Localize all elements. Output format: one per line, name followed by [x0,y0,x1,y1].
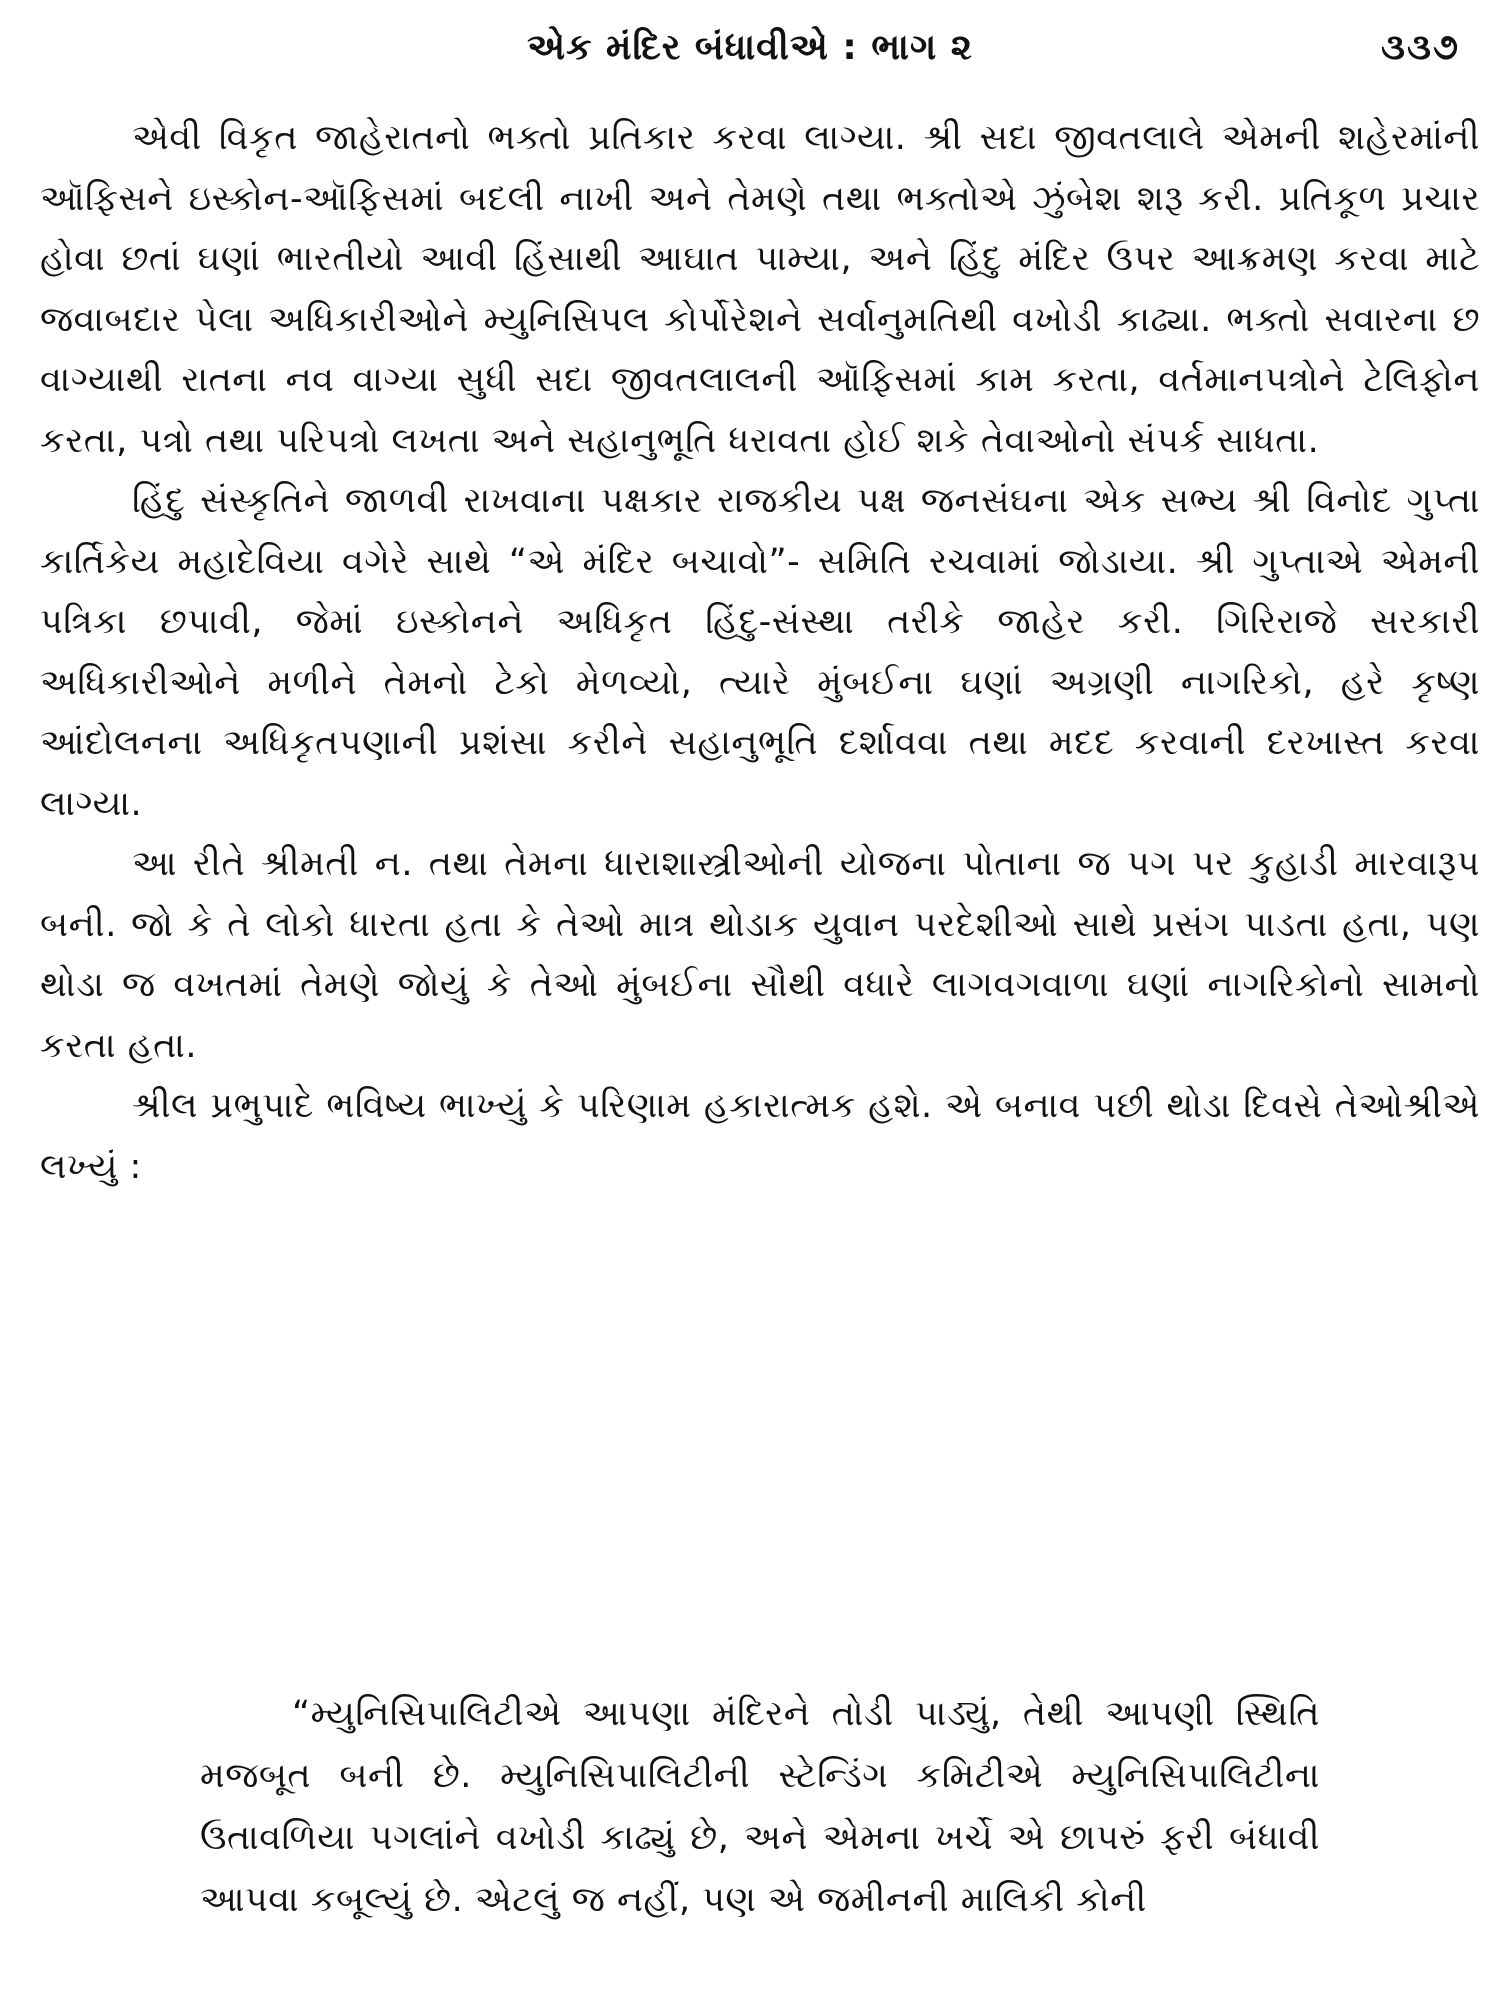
paragraph: હિંદુ સંસ્કૃતિને જાળવી રાખવાના પક્ષકાર રાજકીય પક્ષ જનસંઘના એક સભ્ય શ્રી વિનોદ ગુપ્તા કાર્તિકેય મહાદેવિયા વગેરે સાથે “એ મંદિર બચાવો”- સમિતિ રચવામાં જોડાયા. શ્રી ગુપ્તાએ એમની પત્રિકા છપાવી, જેમાં ઇસ્કોનને અધિકૃત હિંદુ-સંસ્થા તરીકે જાહેર કરી. ગિરિરાજે સરકારી અધિકારીઓને મળીને તેમનો ટેકો મેળવ્યો, ત્યારે મુંબઈના ઘણાં અગ્રણી નાગરિકો, હરે કૃષ્ણ આંદોલનના અધિકૃતપણાની પ્રશંસા કરીને સહાનુભૂતિ દર્શાવવા તથા મદદ કરવાની દરખાસ્ત કરવા લાગ્યા. [40,481,1480,824]
paragraph: આ રીતે શ્રીમતી ન. તથા તેમના ધારાશાસ્ત્રીઓની યોજના પોતાના જ પગ પર કુહાડી મારવારૂપ બની. જો કે તે લોકો ધારતા હતા કે તેઓ માત્ર થોડાક યુવાન પરદેશીઓ સાથે પ્રસંગ પાડતા હતા, પણ થોડા જ વખતમાં તેમણે જોયું કે તેઓ મુંબઈના સૌથી વધારે લાગવગવાળા ઘણાં નાગરિકોનો સામનો કરતા હતા. [40,844,1480,1066]
paragraph: શ્રીલ પ્રભુપાદે ભવિષ્ય ભાખ્યું કે પરિણામ હકારાત્મક હશે. એ બનાવ પછી થોડા દિવસે તેઓશ્રીએ લખ્યું : [40,1086,1480,1187]
block-quote [200,1683,1320,1931]
body-text [40,108,1480,1197]
page-header [40,18,1460,78]
paragraph: એવી વિકૃત જાહેરાતનો ભક્તો પ્રતિકાર કરવા લાગ્યા. શ્રી સદા જીવતલાલે એમની શહેરમાંની ઑફિસને ઇસ્કોન-ઑફિસમાં બદલી નાખી અને તેમણે તથા ભક્તોએ ઝુંબેશ શરૂ કરી. પ્રતિકૂળ પ્રચાર હોવા છતાં ઘણાં ભારતીયો આવી હિંસાથી આઘાત પામ્યા, અને હિંદુ મંદિર ઉપર આક્રમણ કરવા માટે જવાબદાર પેલા અધિકારીઓને મ્યુનિસિપલ કોર્પોરેશને સર્વાનુમતિથી વખોડી કાઢ્યા. ભક્તો સવારના છ વાગ્યાથી રાતના નવ વાગ્યા સુધી સદા જીવતલાલની ઑફિસમાં કામ કરતા, વર્તમાનપત્રોને ટેલિફોન કરતા, પત્રો તથા પરિપત્રો લખતા અને સહાનુભૂતિ ધરાવતા હોઈ શકે તેવાઓનો સંપર્ક સાધતા. [40,118,1480,461]
quote-paragraph: “મ્યુનિસિપાલિટીએ આપણા મંદિરને તોડી પાડ્યું, તેથી આપણી સ્થિતિ મજબૂત બની છે. મ્યુનિસિપાલિટીની સ્ટેન્ડિંગ કમિટીએ મ્યુનિસિપાલિટીના ઉતાવળિયા પગલાંને વખોડી કાઢ્યું છે, અને એમના ખર્ચે એ છાપરું ફરી બંધાવી આપવા કબૂલ્યું છે. એટલું જ નહીં, પણ એ જમીનની માલિકી કોની [200,1694,1320,1920]
page-number: ૩૩૭ [1381,27,1460,68]
running-title: એક મંદિર બંધાવીએ : ભાગ ૨ [527,27,973,68]
